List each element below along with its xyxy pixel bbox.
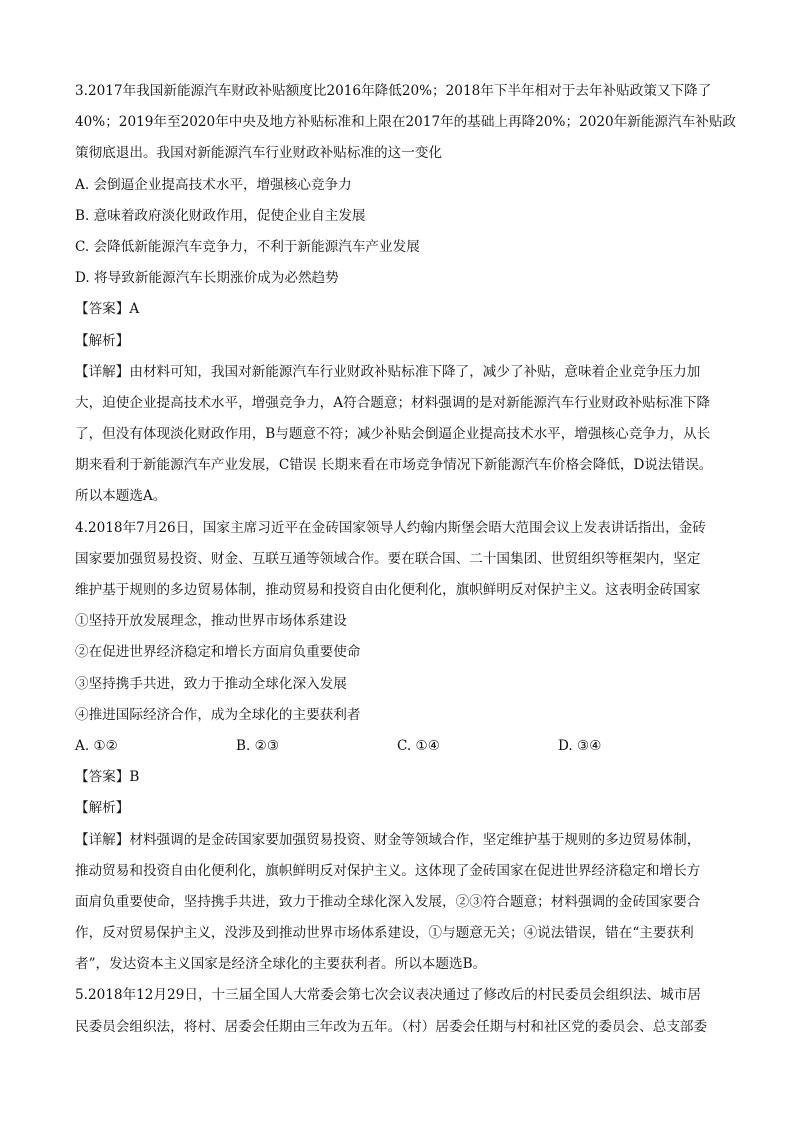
question-4 (75, 518, 730, 975)
q4-option-a: A. ①② (75, 737, 118, 754)
q4-option-c: C. ①④ (397, 737, 440, 754)
q3-detail-line-1: 【详解】由材料可知，我国对新能源汽车行业财政补贴标准下降了，减少了补贴，意味着企业竞争压力加 (75, 363, 701, 380)
q3-option-a: A. 会倒逼企业提高技术水平，增强核心竞争力 (75, 176, 352, 193)
q4-detail-line-5: 者”，发达资本主义国家是经济全球化的主要获利者。所以本题选B。 (75, 956, 487, 973)
q3-option-c: C. 会降低新能源汽车竞争力，不利于新能源汽车产业发展 (75, 238, 420, 255)
q3-stem-line-3: 策彻底退出。我国对新能源汽车行业财政补贴标准的这一变化 (75, 145, 443, 162)
q3-stem-line-2: 40%；2019年至2020年中央及地方补贴标准和上限在2017年的基础上再降20%；2020年新能源汽车补贴政 (75, 114, 736, 131)
q3-analysis-title: 【解析】 (75, 332, 130, 349)
q3-stem-line-1: 3.2017年我国新能源汽车财政补贴额度比2016年降低20%；2018年下半年相对于去年补贴政策又下降了 (75, 83, 712, 99)
q4-stem-line-2: 国家要加强贸易投资、财金、互联互通等领域合作。要在联合国、二十国集团、世贸组织等框架内，坚定 (75, 550, 701, 567)
question-5 (75, 985, 730, 1036)
q4-analysis-title: 【解析】 (75, 800, 130, 817)
q4-item-1: ①坚持开放发展理念，推动世界市场体系建设 (75, 613, 347, 630)
q4-options (75, 736, 730, 756)
q4-detail-line-3: 面肩负重要使命，坚持携手共进，致力于推动全球化深入发展，②③符合题意；材料强调的金砖国家要合 (75, 893, 701, 910)
q4-item-2: ②在促进世界经济稳定和增长方面肩负重要使命 (75, 644, 361, 661)
q5-stem-line-1: 5.2018年12月29日，十三届全国人大常委会第七次会议表决通过了修改后的村民委员会组织法、城市居 (75, 987, 701, 1004)
q3-option-b: B. 意味着政府淡化财政作用，促使企业自主发展 (75, 207, 366, 224)
q3-answer: 【答案】A (75, 301, 140, 318)
q4-item-4: ④推进国际经济合作，成为全球化的主要获利者 (75, 706, 361, 723)
q5-stem-line-2: 民委员会组织法，将村、居委会任期由三年改为五年。（村）居委会任期与村和社区党的委员会、总支部委 (75, 1018, 708, 1035)
q4-detail-line-4: 作，反对贸易保护主义，没涉及到推动世界市场体系建设，①与题意无关；④说法错误，错在“主要获利 (75, 925, 694, 942)
q3-detail-line-2: 大，迫使企业提高技术水平，增强竞争力，A符合题意；材料强调的是对新能源汽车行业财政补贴标准下降 (75, 394, 711, 411)
q4-detail-line-2: 推动贸易和投资自由化便利化，旗帜鲜明反对保护主义。这体现了金砖国家在促进世界经济稳定和增长方 (75, 862, 701, 879)
q3-detail-line-3: 了，但没有体现淡化财政作用，B与题意不符；减少补贴会倒逼企业提高技术水平，增强核心竞争力，从长 (75, 426, 711, 443)
q4-option-b: B. ②③ (236, 737, 280, 754)
q3-option-d: D. 将导致新能源汽车长期涨价成为必然趋势 (75, 270, 339, 287)
q4-stem-line-1: 4.2018年7月26日，国家主席习近平在金砖国家领导人约翰内斯堡会晤大范围会议上发表讲话指出，金砖 (75, 519, 706, 536)
q4-option-d: D. ③④ (558, 737, 602, 754)
question-3 (75, 81, 736, 506)
q4-stem-line-3: 维护基于规则的多边贸易体制，推动贸易和投资自由化便利化，旗帜鲜明反对保护主义。这表明金砖国家 (75, 582, 701, 598)
q3-detail-line-4: 期来看利于新能源汽车产业发展，C错误 长期来看在市场竞争情况下新能源汽车价格会降低，D说法错误。 (75, 457, 713, 474)
q4-item-3: ③坚持携手共进，致力于推动全球化深入发展 (75, 675, 347, 692)
q4-detail-line-1: 【详解】材料强调的是金砖国家要加强贸易投资、财金等领域合作，坚定维护基于规则的多边贸易体制， (75, 831, 701, 848)
q3-detail-line-5: 所以本题选A。 (75, 488, 167, 505)
q4-answer: 【答案】B (75, 769, 140, 786)
